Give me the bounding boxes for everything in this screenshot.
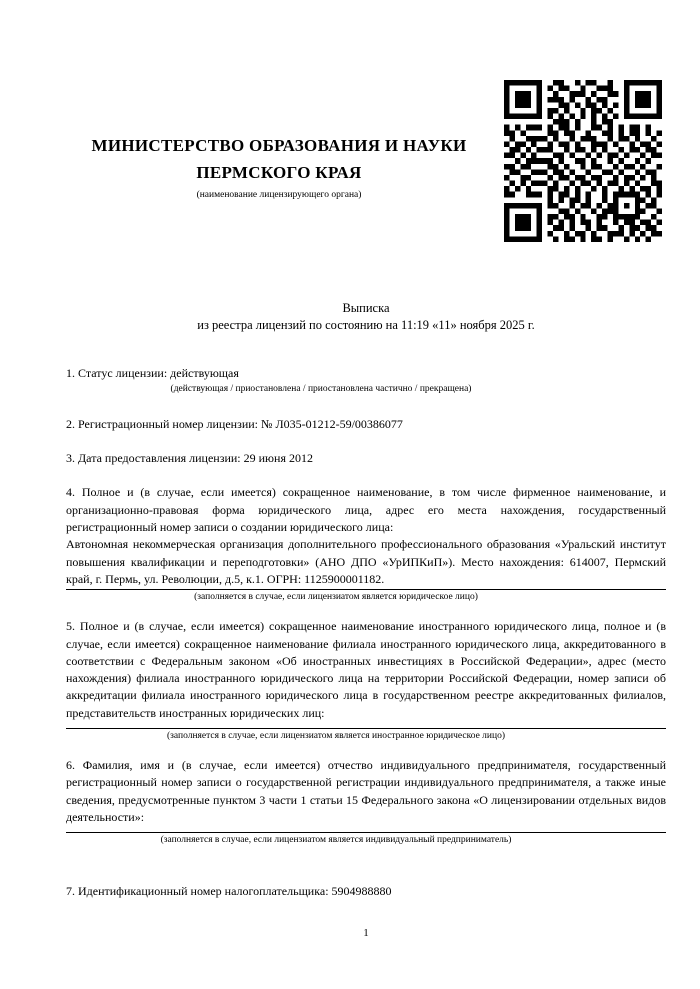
licensing-authority-caption: (наименование лицензирующего органа) [196, 190, 362, 200]
field-taxpayer-number-text: 7. Идентификационный номер налогоплательщика: 5904988880 [66, 884, 392, 899]
document-title [66, 300, 666, 335]
field-individual-entrepreneur-caption: (заполняется в случае, если лицензиатом является индивидуальный предприниматель) [160, 835, 512, 846]
field-grant-date [66, 450, 666, 467]
field-registration-number [66, 416, 666, 433]
licensing-authority-block [66, 80, 504, 202]
field-taxpayer-number [66, 883, 666, 900]
field-legal-entity-question: 4. Полное и (в случае, если имеется) сокращенное наименование, в том числе фирменное наименование, и организационно-правовая форма юридического лица, адрес его места нахождения, государственный регистрационный номер записи о создании юридического лица: [66, 485, 666, 535]
document-header [0, 0, 700, 242]
document-body [66, 300, 666, 942]
qr-code [504, 80, 662, 242]
field-grant-date-text: 3. Дата предоставления лицензии: 29 июня 2012 [66, 451, 313, 466]
field-legal-entity-value: Автономная некоммерческая организация дополнительного профессионального образования «Уральский институт повышения квалификации и переподготовки» (АНО ДПО «УрИПКиП»). Место нахождения: 614007, Пермский край, г. Пермь, ул. Революции, д.5, к.1. ОГРН: 1125900001182. [66, 536, 666, 590]
field-legal-entity [66, 484, 666, 604]
document-title-line2: из реестра лицензий по состоянию на 11:19 «11» ноября 2025 г. [197, 318, 535, 333]
document-title-line1: Выписка [342, 301, 390, 315]
field-registration-number-text: 2. Регистрационный номер лицензии: № Л035-01212-59/00386077 [66, 416, 403, 431]
field-license-status-text: 1. Статус лицензии: действующая [66, 365, 239, 380]
field-foreign-entity-answer-line [66, 722, 666, 729]
field-foreign-entity-question: 5. Полное и (в случае, если имеется) сокращенное наименование иностранного юридического лица, полное и (в случае, если имеется) сокращенное наименование филиала иностранного юридического лица, аккредитованного в соответствии с Федеральным законом «Об иностранных инвестициях в Российской Федерации», адрес (место нахождения) филиала иностранного юридического лица на территории Российской Федерации, номер записи об аккредитации филиала иностранного юридического лица в государственном реестре аккредитованных филиалов, представительств иностранных юридических лиц: [66, 619, 666, 720]
field-individual-entrepreneur-answer-line [66, 826, 666, 833]
field-individual-entrepreneur [66, 757, 666, 847]
field-license-status-caption: (действующая / приостановлена / приостановлена частично / прекращена) [170, 383, 472, 394]
ministry-name-line2: ПЕРМСКОГО КРАЯ [196, 163, 362, 182]
field-foreign-entity [66, 618, 666, 743]
field-foreign-entity-caption: (заполняется в случае, если лицензиатом является иностранное юридическое лицо) [167, 731, 505, 742]
page-number: 1 [363, 926, 369, 939]
field-license-status [66, 365, 666, 396]
field-legal-entity-caption: (заполняется в случае, если лицензиатом является юридическое лицо) [194, 592, 478, 603]
ministry-name-line1: МИНИСТЕРСТВО ОБРАЗОВАНИЯ И НАУКИ [91, 136, 467, 155]
field-individual-entrepreneur-question: 6. Фамилия, имя и (в случае, если имеется) отчество индивидуального предпринимателя, государственный регистрационный номер записи о государственной регистрации индивидуального предпринимателя, а также иные сведения, предусмотренные пунктом 3 части 1 статьи 15 Федерального закона «О лицензировании отдельных видов деятельности»: [66, 758, 666, 824]
